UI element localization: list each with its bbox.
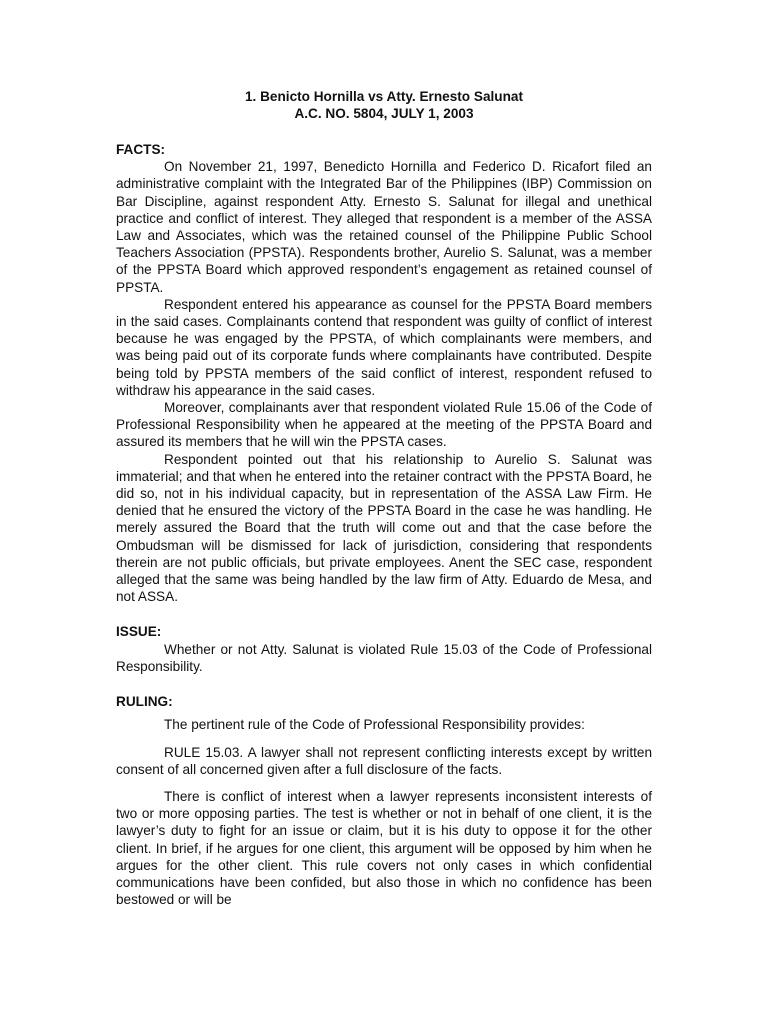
case-citation: A.C. NO. 5804, JULY 1, 2003: [294, 106, 474, 121]
issue-paragraph: Whether or not Atty. Salunat is violated Rule 15.03 of the Code of Professional Responsibility.: [116, 641, 652, 674]
ruling-rule-quote: RULE 15.03. A lawyer shall not represent conflicting interests except by written consent of all concerned given after a full disclosure of the facts.: [116, 744, 652, 777]
facts-heading: FACTS:: [116, 142, 166, 157]
ruling-paragraph-3: There is conflict of interest when a lawyer represents inconsistent interests of two or more opposing parties. The test is whether or not in behalf of one client, it is the lawyer’s duty to fight for an issue or claim, but it is his duty to oppose it for the other client. In brief, if he argues for one client, this argument will be opposed by him when he argues for the other client. This rule covers not only cases in which confidential communications have been confided, but also those in which no confidence has been bestowed or will be: [116, 788, 652, 908]
issue-heading: ISSUE:: [116, 624, 162, 640]
ruling-heading: RULING:: [116, 694, 173, 710]
facts-paragraph-4: Respondent pointed out that his relationship to Aurelio S. Salunat was immaterial; and that when he entered into the retainer contract with the PPSTA Board, he did so, not in his individual capacity, but in representation of the ASSA Law Firm. He denied that he ensured the victory of the PPSTA Board in the case he was handling. He merely assured the Board that the truth will come out and that the case before the Ombudsman will be dismissed for lack of jurisdiction, considering that respondents therein are not public officials, but private employees. Anent the SEC case, respondent alleged that the same was being handled by the law firm of Atty. Eduardo de Mesa, and not ASSA.: [116, 451, 652, 605]
ruling-paragraph-1: The pertinent rule of the Code of Professional Responsibility provides:: [164, 717, 585, 733]
facts-paragraph-2: Respondent entered his appearance as counsel for the PPSTA Board members in the said cases. Complainants contend that respondent was guilty of conflict of interest because he was engaged by the PPSTA, of which complainants were members, and was being paid out of its corporate funds where complainants have contributed. Despite being told by PPSTA members of the said conflict of interest, respondent refused to withdraw his appearance in the said cases.: [116, 296, 652, 398]
case-title: 1. Benicto Hornilla vs Atty. Ernesto Salunat: [245, 89, 523, 104]
document-page: [116, 88, 652, 908]
facts-paragraph-3: Moreover, complainants aver that respondent violated Rule 15.06 of the Code of Professional Responsibility when he appeared at the meeting of the PPSTA Board and assured its members that he will win the PPSTA cases.: [116, 400, 652, 450]
facts-paragraph-1: On November 21, 1997, Benedicto Hornilla and Federico D. Ricafort filed an administrative complaint with the Integrated Bar of the Philippines (IBP) Commission on Bar Discipline, against respondent Atty. Ernesto S. Salunat for illegal and unethical practice and conflict of interest. They alleged that respondent is a member of the ASSA Law and Associates, which was the retained counsel of the Philippine Public School Teachers Association (PPSTA). Respondents brother, Aurelio S. Salunat, was a member of the PPSTA Board which approved respondent’s engagement as retained counsel of PPSTA.: [116, 159, 652, 295]
